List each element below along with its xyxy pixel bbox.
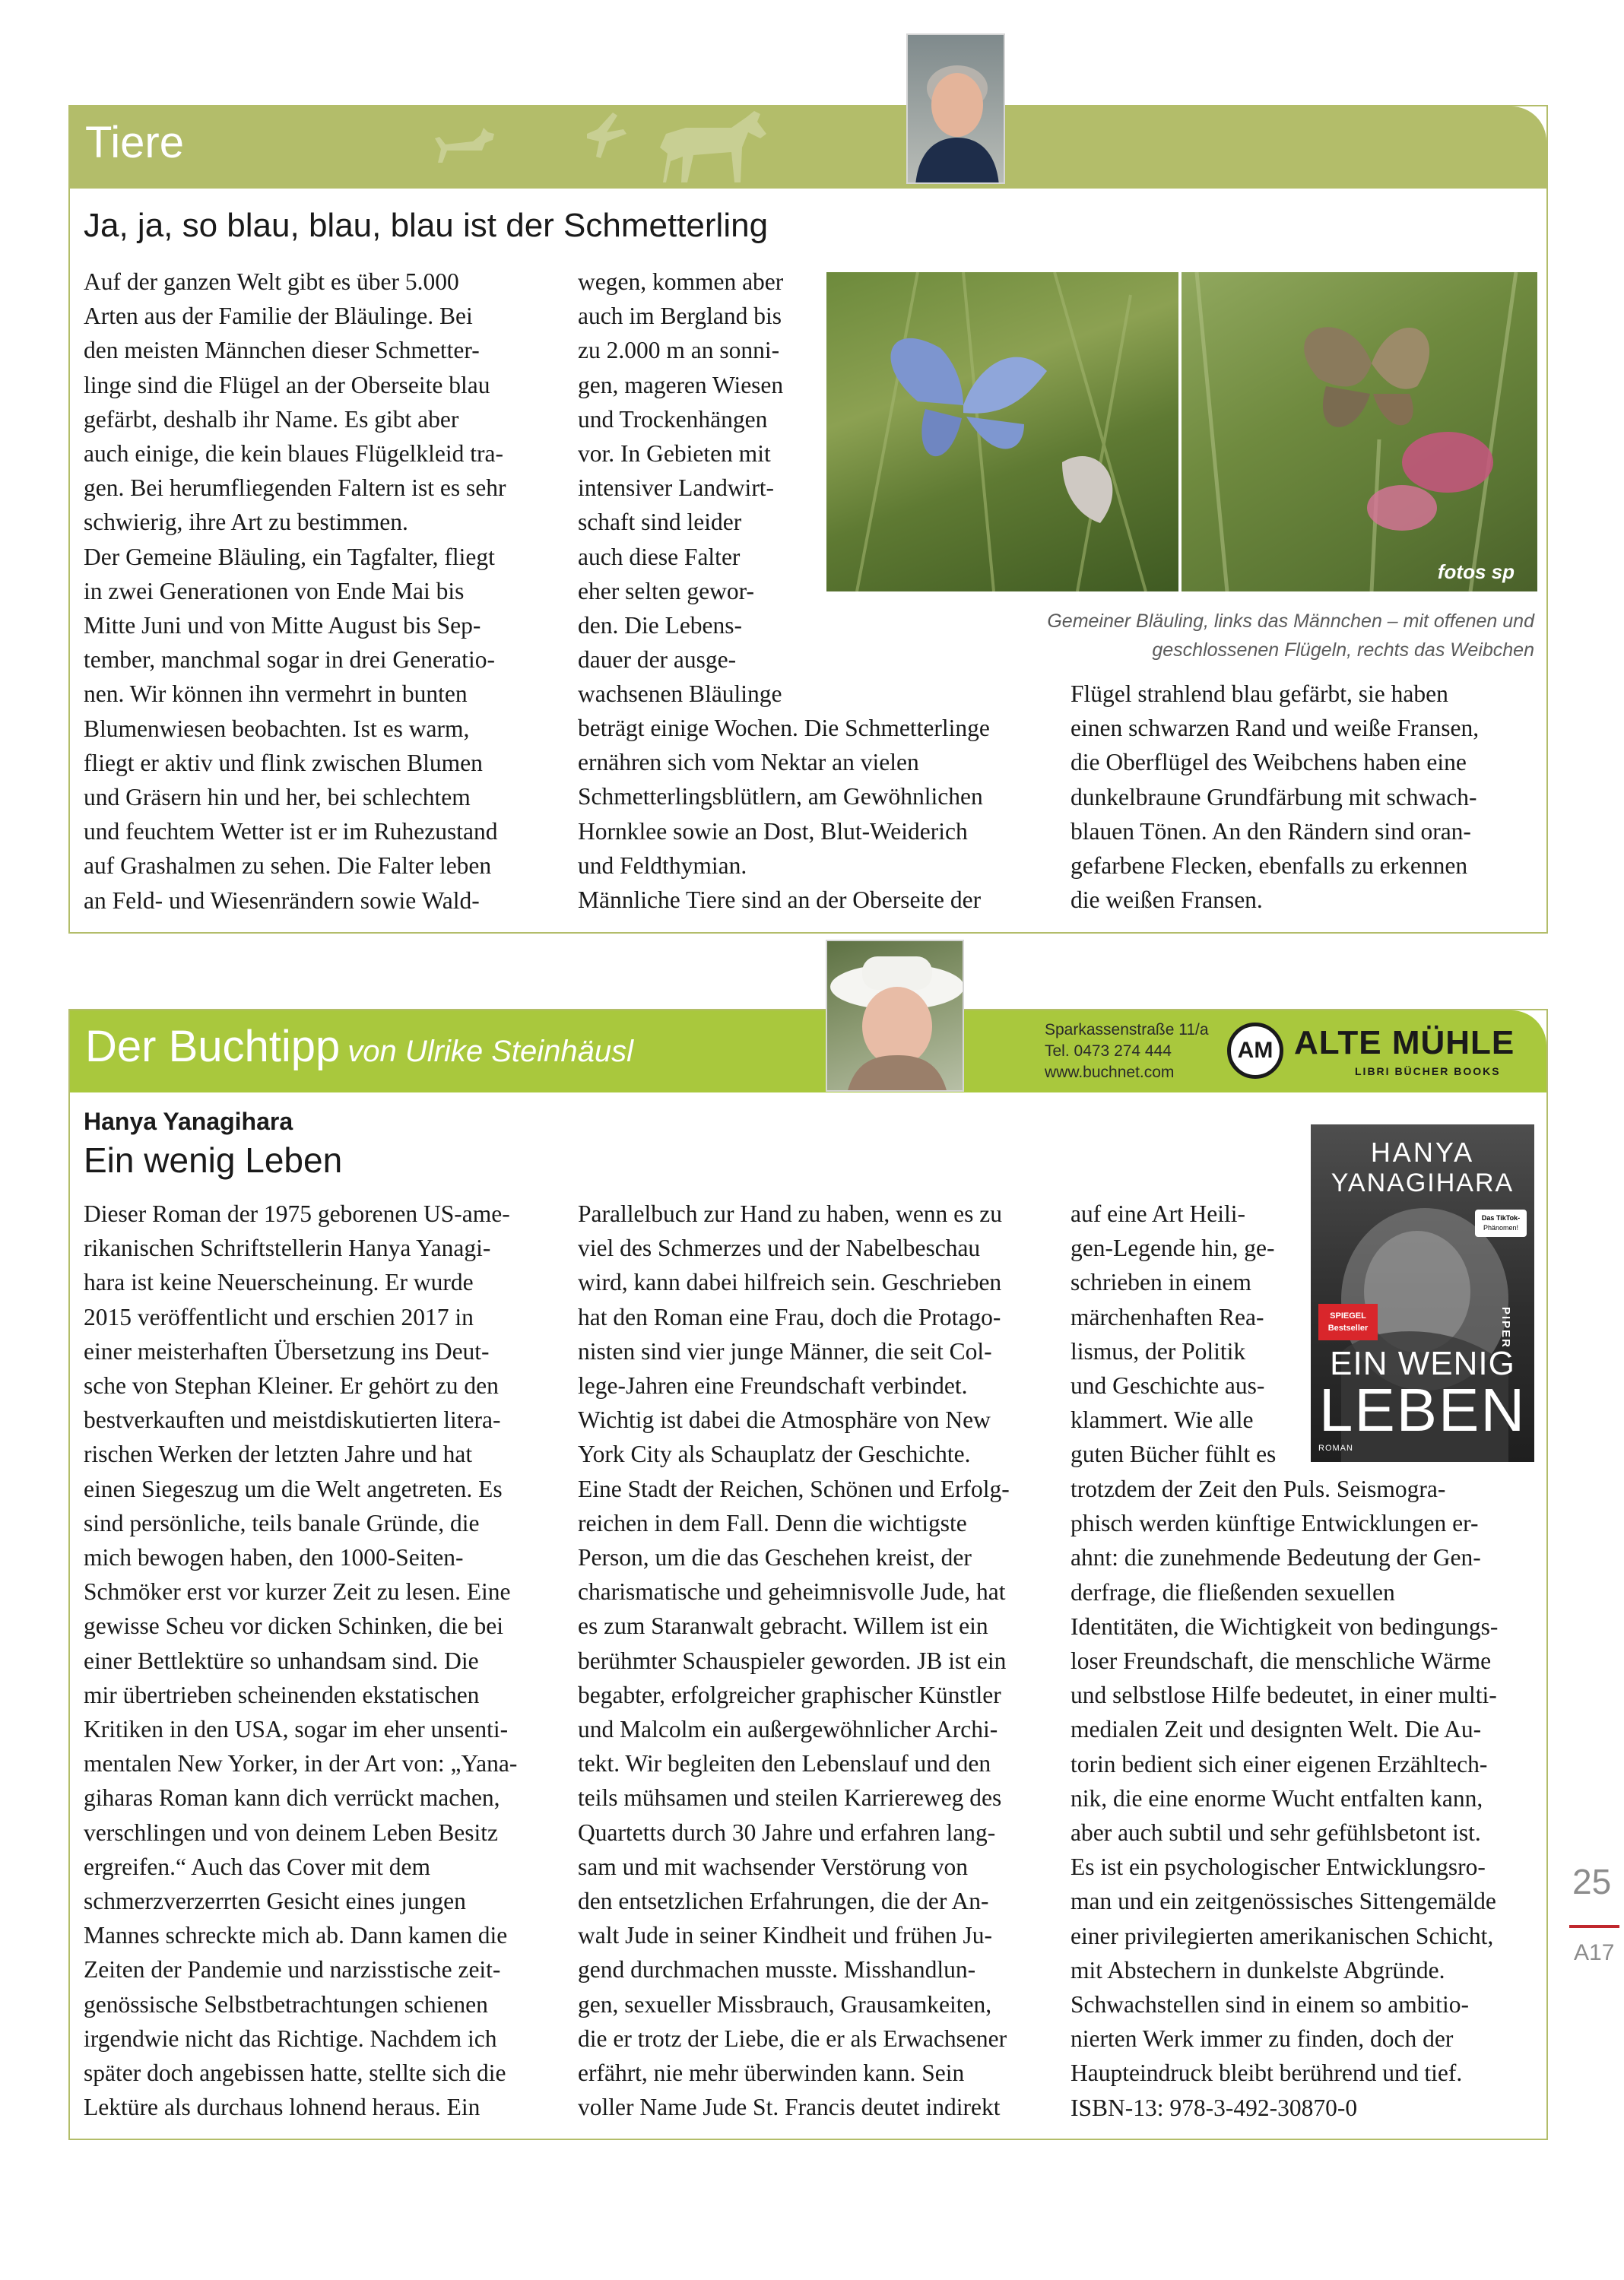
butterfly-open-wings-icon [826,272,1178,591]
animals-headline: Ja, ja, so blau, blau, blau ist der Schmetterling [84,207,769,244]
photo-caption [1047,607,1534,664]
cover-author-line-2: YANAGIHARA [1331,1169,1515,1197]
cover-sticker [1475,1210,1527,1237]
animal-silhouettes-icon [404,106,800,189]
animals-column-1: Auf der ganzen Welt gibt es über 5.000 Arten aus der Familie der Bläulinge. Bei den meisten Männchen dieser Schmetter- linge sind die Flügel an der Oberseite blau gefärbt, deshalb ihr Name. Es gibt aber auch einige, die kein blaues Flügelkleid tra- gen. Bei herumfliegenden Faltern ist es sehr schwierig, ihre Art zu bestimmen. Der Gemeine Bläuling, ein Tagfalter, fliegt in zwei Generationen von Ende Mai bis Mitte Juni und von Mitte August bis Sep- tember, manchmal sogar in drei Generatio- nen. Wir können ihn vermehrt in bunten Blumenwiesen beobachten. Ist es warm, fliegt er aktiv und flink zwischen Blumen und Gräsern hin und her, bei schlechtem und feuchtem Wetter ist er im Ruhezustand auf Grashalmen zu sehen. Die Falter leben an Feld- und Wiesenrändern sowie Wald- [84,268,506,914]
butterfly-male-photo [826,272,1178,591]
book-header-byline: von Ulrike Steinhäusl [347,1035,634,1068]
book-author: Hanya Yanagihara [84,1108,293,1135]
photo-credit: fotos sp [1437,560,1515,583]
book-title: Ein wenig Leben [84,1140,343,1180]
bookshop-logo-sub: LIBRI BÜCHER BOOKS [1355,1065,1501,1077]
book-header-band [70,1010,1546,1092]
cover-author-line-1: HANYA [1370,1137,1475,1168]
caption-line-1: Gemeiner Bläuling, links das Männchen – mit offenen und [1047,610,1534,632]
caption-line-2: geschlossenen Flügeln, rechts das Weibchen [1152,639,1534,661]
cover-title-line-1: EIN WENIG [1330,1345,1515,1382]
page-number-divider [1569,1925,1619,1928]
animals-column-3: Flügel strahlend blau gefärbt, sie haben einen schwarzen Rand und weiße Fransen, die Oberflügel des Weibchens haben eine dunkelbraune Grundfärbung mit schwach- blauen Tönen. An den Rändern sind oran- gefarbene Flecken, ebenfalls zu erkennen die weißen Fransen. [1071,680,1480,914]
cover-genre: ROMAN [1318,1444,1353,1453]
animals-header-title: Tiere [85,118,184,167]
book-section [68,1009,1548,2140]
butterfly-female-icon [1182,272,1537,591]
cover-bestseller-badge [1318,1304,1378,1340]
book-header-label: Der Buchtipp [85,1022,341,1071]
cover-badge-line-1: SPIEGEL [1330,1311,1366,1321]
cover-title-line-2: LEBEN [1318,1376,1527,1444]
book-author-portrait [826,940,964,1092]
book-column-2: Parallelbuch zur Hand zu haben, wenn es zu viel des Schmerzes und der Nabelbeschau wird, kann dabei hilfreich sein. Geschrieben hat den Roman eine Frau, doch die Protago- nisten sind vier junge Männer, die seit Col- lege-Jahren eine Freundschaft verbindet. Wichtig ist dabei die Atmosphäre von New York City als Schauplatz der Geschichte. Eine Stadt der Reichen, Schönen und Erfolg- reichen in dem Fall. Denn die wichtigste Person, um die das Geschehen kreist, der charismatische und geheimnisvolle Jude, hat es zum Staranwalt gebracht. Willem ist ein berühmter Schauspieler geworden. JB ist ein begabter, erfolgreicher graphischer Künstler und Malcolm ein außergewöhnlicher Archi- tekt. Wir begleiten den Lebenslauf und den teils mühsamen und steilen Karriereweg des Quartetts durch 30 Jahre und erfahren lang- sam und mit wachsender Verstörung von den entsetzlichen Erfahrungen, die der An- walt Jude in seiner Kindheit und frühen Ju- gend durchmachen musste. Misshandlun- gen, sexueller Missbrauch, Grausamkeiten, die er trotz der Liebe, die er als Erwachsener erfährt, nie mehr überwinden kann. Sein voller Name Jude St. Francis deutet indirekt [578,1200,1010,2121]
book-cover [1311,1124,1534,1462]
page-code: A17 [1574,1940,1615,1965]
bookshop-logo-mark: AM [1227,1023,1283,1079]
animals-section [68,105,1548,934]
book-header-title [85,1021,633,1072]
animals-column-2-wide: beträgt einige Wochen. Die Schmetterlinge ernähren sich vom Nektar an vielen Schmetterlingsblütlern, am Gewöhnlichen Hornklee sowie an Dost, Blut-Weiderich und Feldthymian. Männliche Tiere sind an der Oberseite der [578,715,990,914]
cover-sticker-line-2: Phänomen! [1483,1224,1519,1232]
animals-author-portrait [906,33,1005,184]
book-column-3-wide: trotzdem der Zeit den Puls. Seismogra- phisch werden künftige Entwicklungen er- ahnt: die zunehmende Bedeutung der Gen- derfrage, die fließenden sexuellen Identitäten, die Wichtigkeit von bedingungs- loser Freundschaft, die menschliche Wärme und selbstlose Hilfe bedeutet, in einer multi- medialen Zeit und designten Welt. Die Au- torin bedient sich einer eigenen Erzähltech- nik, die eine enorme Wucht entfalten kann, aber auch subtil und sehr gefühlsbetont ist. Es ist ein psychologischer Entwicklungsro- man und ein zeitgenössisches Sittengemälde einer privilegierten amerikanischen Schicht, mit Abstechern in dunkelste Abgründe. Schwachstellen sind in einem so ambitio- nierten Werk immer zu finden, doch der Haupteindruck bleibt berührend und tief. ISBN-13: 978-3-492-30870-0 [1071,1476,1499,2121]
cover-badge-line-2: Bestseller [1327,1324,1369,1333]
book-column-3-narrow: auf eine Art Heili- gen-Legende hin, ge- schrieben in einem märchenhaften Rea- lismus, der Politik und Geschichte aus- klammert. Wie alle guten Bücher fühlt es [1071,1200,1277,1468]
book-column-1: Dieser Roman der 1975 geborenen US-ame- rikanischen Schriftstellerin Hanya Yanagi- hara ist keine Neuerscheinung. Er wurde 2015 veröffentlicht und erschien 2017 in einer meisterhaften Übersetzung ins Deut- sche von Stephan Kleiner. Er gehört zu den bestverkauften und meistdiskutierten litera- rischen Werken der letzten Jahre und hat einen Siegeszug um die Welt angetreten. Es sind persönliche, teils banale Gründe, die mich bewogen haben, den 1000-Seiten- Schmöker erst vor kurzer Zeit zu lesen. Eine gewisse Scheu vor dicken Schinken, die bei einer Bettlektüre so unhandsam sind. Die mir übertrieben scheinenden ekstatischen Kritiken in den USA, sogar im eher unsenti- mentalen New Yorker, in der Art von: „Yana- giharas Roman kann dich verrückt machen, verschlingen und von deinem Leben Besitz ergreifen.“ Auch das Cover mit dem schmerzverzerrten Gesicht eines jungen Mannes schreckte mich ab. Dann kamen die Zeiten der Pandemie und narzisstische zeit- genössische Selbstbetrachtungen schienen irgendwie nicht das Richtige. Nachdem ich später doch angebissen hatte, stellte sich die Lektüre als durchaus lohnend heraus. Ein [84,1200,518,2121]
bookshop-address: Sparkassenstraße 11/a [1045,1021,1209,1039]
animals-column-2-narrow: wegen, kommen aber auch im Bergland bis zu 2.000 m an sonni- gen, mageren Wiesen und Trockenhängen vor. In Gebieten mit intensiver Landwirt- schaft sind leider auch diese Falter eher selten gewor- den. Die Lebens- dauer der ausge- wachsenen Bläulinge [578,268,784,708]
portrait-woman-hat-icon [827,941,964,1092]
bookshop-logo [1227,1019,1515,1083]
cover-publisher: PIPER [1499,1307,1512,1349]
butterfly-female-photo [1182,272,1537,591]
bookshop-contact [1045,1019,1209,1083]
animals-header-band [70,106,1546,189]
bookshop-logo-name: ALTE MÜHLE [1294,1024,1515,1061]
bookshop-phone: Tel. 0473 274 444 [1045,1042,1172,1060]
page-number: 25 [1572,1862,1612,1901]
portrait-woman-icon [908,35,1005,184]
bookshop-web: www.buchnet.com [1045,1064,1175,1081]
cover-sticker-line-1: Das TikTok- [1481,1214,1521,1222]
